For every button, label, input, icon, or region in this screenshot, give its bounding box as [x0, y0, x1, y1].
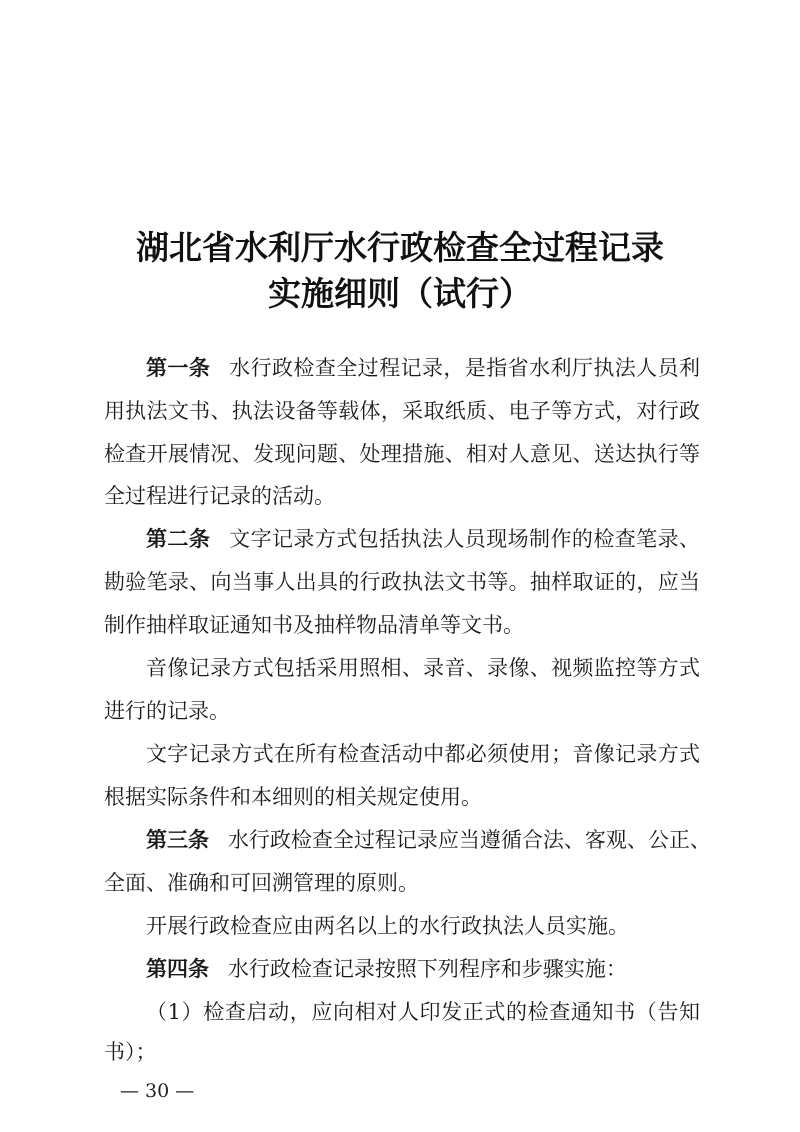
document-title-line2: 实施细则（试行）	[268, 274, 532, 313]
article3-line1	[146, 824, 711, 856]
article4-item1-line1: （1）检查启动，应向相对人印发正式的检查通知书（告知	[146, 1000, 700, 1024]
article3-text1: 水行政检查全过程记录应当遵循合法、客观、公正、	[227, 828, 711, 852]
article2-para2-line1: 音像记录方式包括采用照相、录音、录像、视频监控等方式	[146, 656, 700, 680]
article1-line1	[146, 352, 700, 384]
article3-para2-line1: 开展行政检查应由两名以上的水行政执法人员实施。	[146, 914, 629, 938]
article2-line2: 勘验笔录、向当事人出具的行政执法文书等。抽样取证的，应当	[104, 570, 700, 594]
article2-para3-line2: 根据实际条件和本细则的相关规定使用。	[104, 785, 482, 809]
article3-line2: 全面、准确和可回溯管理的原则。	[104, 871, 419, 895]
article1-line2: 用执法文书、执法设备等载体，采取纸质、电子等方式，对行政	[104, 399, 700, 423]
article2-para3-line1: 文字记录方式在所有检查活动中都必须使用；音像记录方式	[146, 742, 700, 766]
article1-line4: 全过程进行记录的活动。	[104, 484, 335, 508]
article1-label: 第一条	[146, 356, 211, 380]
page-number: — 30 —	[120, 1080, 195, 1102]
article2-text1: 文字记录方式包括执法人员现场制作的检查笔录、	[229, 527, 700, 551]
article1-line3: 检查开展情况、发现问题、处理措施、相对人意见、送达执行等	[104, 442, 700, 466]
document-title-line1: 湖北省水利厅水行政检查全过程记录	[136, 228, 664, 267]
article2-line3: 制作抽样取证通知书及抽样物品清单等文书。	[104, 613, 524, 637]
article2-line1	[146, 523, 700, 555]
article4-item1-line2-visible: 书）；	[104, 1040, 157, 1064]
article1-text1: 水行政检查全过程记录，是指省水利厅执法人员利	[229, 356, 700, 380]
article4-line1	[146, 953, 700, 985]
article3-label: 第三条	[146, 828, 209, 852]
article4-text1: 水行政检查记录按照下列程序和步骤实施：	[227, 957, 627, 981]
article2-para2-line2: 进行的记录。	[104, 699, 230, 723]
article2-label: 第二条	[146, 527, 211, 551]
article4-label: 第四条	[146, 957, 209, 981]
